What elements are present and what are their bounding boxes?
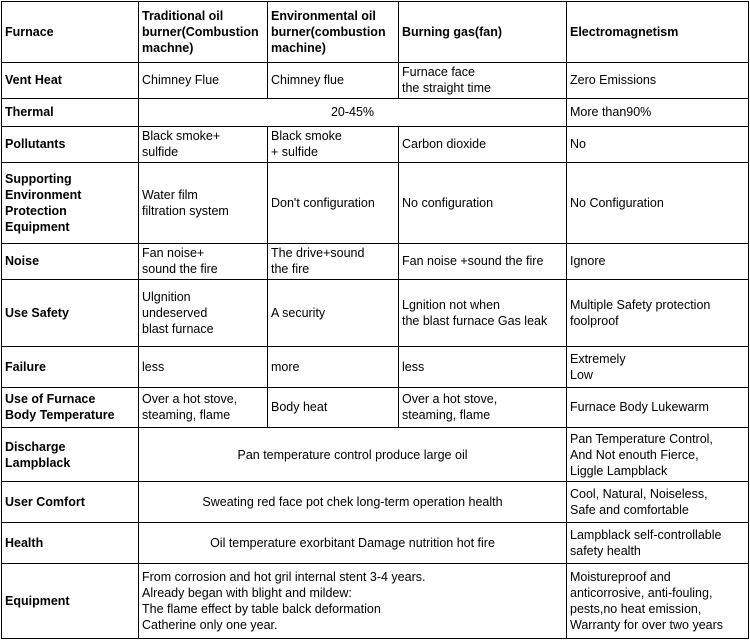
row-equipment xyxy=(2,563,749,638)
cell-traditional: less xyxy=(139,346,268,387)
cell-environmental: more xyxy=(268,346,399,387)
row-label: Discharge Lampblack xyxy=(2,428,139,482)
row-noise xyxy=(2,244,749,280)
cell-shared: 20-45% xyxy=(139,98,567,126)
row-label: Pollutants xyxy=(2,127,139,163)
row-label: Use Safety xyxy=(2,279,139,346)
header-row xyxy=(2,2,749,63)
cell-shared: Sweating red face pot chek long-term operation health xyxy=(139,482,567,523)
row-body-temperature xyxy=(2,387,749,428)
cell-traditional: Ulgnition undeserved blast furnace xyxy=(139,279,268,346)
row-label: Noise xyxy=(2,244,139,280)
cell-traditional: Chimney Flue xyxy=(139,63,268,99)
cell-electromagnetism: Lampblack self-controllable safety health xyxy=(567,522,749,563)
cell-traditional: Water film filtration system xyxy=(139,162,268,243)
row-label: Health xyxy=(2,522,139,563)
header-environmental-oil-burner: Environmental oil burner(combustion machine) xyxy=(268,2,399,63)
cell-electromagnetism: Moistureproof and anticorrosive, anti-fouling, pests,no heat emission, Warranty for over two years xyxy=(567,563,749,638)
cell-traditional: Fan noise+ sound the fire xyxy=(139,244,268,280)
cell-burning-gas: Carbon dioxide xyxy=(399,127,567,163)
cell-electromagnetism: Cool, Natural, Noiseless, Safe and comfortable xyxy=(567,482,749,523)
cell-electromagnetism: Pan Temperature Control, And Not enouth Fierce, Liggle Lampblack xyxy=(567,428,749,482)
cell-burning-gas: Fan noise +sound the fire xyxy=(399,244,567,280)
row-label: Vent Heat xyxy=(2,63,139,99)
cell-burning-gas: Lgnition not when the blast furnace Gas leak xyxy=(399,279,567,346)
cell-electromagnetism: No Configuration xyxy=(567,162,749,243)
row-label: Use of Furnace Body Temperature xyxy=(2,387,139,428)
row-pollutants xyxy=(2,127,749,163)
cell-electromagnetism: Zero Emissions xyxy=(567,63,749,99)
cell-burning-gas: Furnace face the straight time xyxy=(399,63,567,99)
row-label: Equipment xyxy=(2,563,139,638)
row-discharge-lampblack xyxy=(2,428,749,482)
row-failure xyxy=(2,346,749,387)
cell-burning-gas: No configuration xyxy=(399,162,567,243)
cell-shared: Oil temperature exorbitant Damage nutrition hot fire xyxy=(139,522,567,563)
row-thermal xyxy=(2,98,749,126)
cell-environmental: Black smoke + sulfide xyxy=(268,127,399,163)
header-electromagnetism: Electromagnetism xyxy=(567,2,749,63)
cell-electromagnetism: Furnace Body Lukewarm xyxy=(567,387,749,428)
comparison-table xyxy=(1,1,749,639)
cell-electromagnetism: Ignore xyxy=(567,244,749,280)
row-user-comfort xyxy=(2,482,749,523)
cell-electromagnetism: No xyxy=(567,127,749,163)
row-label: Thermal xyxy=(2,98,139,126)
cell-traditional: Black smoke+ sulfide xyxy=(139,127,268,163)
cell-environmental: Body heat xyxy=(268,387,399,428)
header-furnace: Furnace xyxy=(2,2,139,63)
row-use-safety xyxy=(2,279,749,346)
cell-electromagnetism: Extremely Low xyxy=(567,346,749,387)
cell-burning-gas: Over a hot stove, steaming, flame xyxy=(399,387,567,428)
cell-environmental: The drive+sound the fire xyxy=(268,244,399,280)
cell-environmental: A security xyxy=(268,279,399,346)
row-label: Supporting Environment Protection Equipment xyxy=(2,162,139,243)
row-supporting-equipment xyxy=(2,162,749,243)
cell-burning-gas: less xyxy=(399,346,567,387)
cell-electromagnetism: Multiple Safety protection foolproof xyxy=(567,279,749,346)
header-burning-gas: Burning gas(fan) xyxy=(399,2,567,63)
cell-traditional: Over a hot stove, steaming, flame xyxy=(139,387,268,428)
row-label: User Comfort xyxy=(2,482,139,523)
row-health xyxy=(2,522,749,563)
header-traditional-oil-burner: Traditional oil burner(Combustion machne) xyxy=(139,2,268,63)
row-label: Failure xyxy=(2,346,139,387)
cell-environmental: Don't configuration xyxy=(268,162,399,243)
cell-environmental: Chimney flue xyxy=(268,63,399,99)
cell-shared: Pan temperature control produce large oil xyxy=(139,428,567,482)
cell-shared: From corrosion and hot gril internal stent 3-4 years. Already began with blight and mildew: The flame effect by table balck deformation Catherine only one year. xyxy=(139,563,567,638)
row-vent-heat xyxy=(2,63,749,99)
cell-electromagnetism: More than90% xyxy=(567,98,749,126)
